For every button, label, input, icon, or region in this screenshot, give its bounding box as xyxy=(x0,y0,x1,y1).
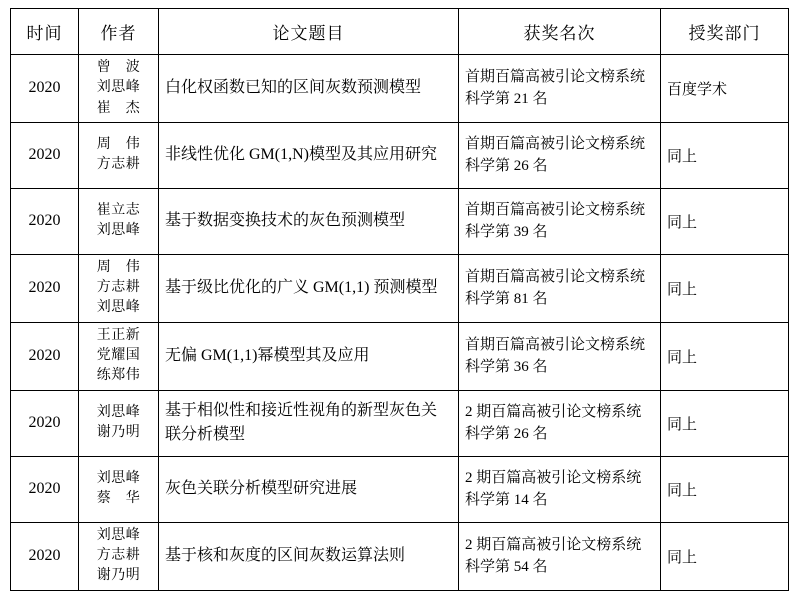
cell-authors xyxy=(79,390,159,456)
cell-rank: 2 期百篇高被引论文榜系统科学第 14 名 xyxy=(459,456,661,522)
award-table xyxy=(10,8,789,591)
cell-title: 白化权函数已知的区间灰数预测模型 xyxy=(159,55,459,123)
cell-year: 2020 xyxy=(11,122,79,188)
cell-authors xyxy=(79,122,159,188)
cell-year: 2020 xyxy=(11,390,79,456)
column-header-author: 作者 xyxy=(79,9,159,55)
table-header-row xyxy=(11,9,789,55)
author-line: 刘思峰 xyxy=(96,80,141,96)
cell-department: 同上 xyxy=(661,522,789,590)
cell-authors xyxy=(79,254,159,322)
author-line: 刘思峰 xyxy=(96,223,141,239)
author-line: 谢乃明 xyxy=(96,425,141,441)
cell-rank: 首期百篇高被引论文榜系统科学第 36 名 xyxy=(459,322,661,390)
author-line: 方志耕 xyxy=(96,280,141,296)
author-line: 周 伟 xyxy=(96,137,141,153)
column-header-paper-title: 论文题目 xyxy=(159,9,459,55)
table-row xyxy=(11,322,789,390)
cell-year: 2020 xyxy=(11,456,79,522)
cell-title: 无偏 GM(1,1)幂模型其及应用 xyxy=(159,322,459,390)
author-line: 方志耕 xyxy=(96,157,141,173)
cell-year: 2020 xyxy=(11,522,79,590)
author-line: 曾 波 xyxy=(96,60,141,75)
table-row xyxy=(11,55,789,123)
table-row xyxy=(11,522,789,590)
table-row xyxy=(11,254,789,322)
cell-department: 同上 xyxy=(661,322,789,390)
author-line: 党耀国 xyxy=(96,348,141,364)
cell-year: 2020 xyxy=(11,322,79,390)
table-row xyxy=(11,122,789,188)
cell-year: 2020 xyxy=(11,254,79,322)
cell-department: 同上 xyxy=(661,122,789,188)
table-body xyxy=(11,55,789,591)
author-line: 蔡 华 xyxy=(96,491,141,507)
author-line: 方志耕 xyxy=(96,547,141,563)
table-row xyxy=(11,456,789,522)
cell-department: 同上 xyxy=(661,254,789,322)
author-line: 谢乃明 xyxy=(96,568,141,584)
cell-department: 同上 xyxy=(661,188,789,254)
cell-rank: 首期百篇高被引论文榜系统科学第 39 名 xyxy=(459,188,661,254)
cell-authors xyxy=(79,456,159,522)
cell-rank: 2 期百篇高被引论文榜系统科学第 54 名 xyxy=(459,522,661,590)
author-line: 王正新 xyxy=(96,327,141,343)
cell-rank: 2 期百篇高被引论文榜系统科学第 26 名 xyxy=(459,390,661,456)
cell-authors xyxy=(79,55,159,123)
author-line: 刘思峰 xyxy=(96,527,141,543)
author-line: 崔 杰 xyxy=(96,100,141,116)
table-row xyxy=(11,188,789,254)
cell-year: 2020 xyxy=(11,55,79,123)
author-line: 崔立志 xyxy=(96,203,141,219)
cell-department: 同上 xyxy=(661,456,789,522)
cell-year: 2020 xyxy=(11,188,79,254)
cell-department: 百度学术 xyxy=(661,55,789,123)
column-header-award-rank: 获奖名次 xyxy=(459,9,661,55)
cell-title: 基于核和灰度的区间灰数运算法则 xyxy=(159,522,459,590)
author-line: 刘思峰 xyxy=(96,300,141,316)
table-header xyxy=(11,9,789,55)
cell-rank: 首期百篇高被引论文榜系统科学第 21 名 xyxy=(459,55,661,123)
cell-rank: 首期百篇高被引论文榜系统科学第 26 名 xyxy=(459,122,661,188)
cell-department: 同上 xyxy=(661,390,789,456)
author-line: 刘思峰 xyxy=(96,404,141,420)
column-header-awarding-department: 授奖部门 xyxy=(661,9,789,55)
cell-title: 基于级比优化的广义 GM(1,1) 预测模型 xyxy=(159,254,459,322)
author-line: 刘思峰 xyxy=(96,470,141,486)
cell-authors xyxy=(79,188,159,254)
cell-authors xyxy=(79,322,159,390)
cell-authors xyxy=(79,522,159,590)
table-row xyxy=(11,390,789,456)
cell-title: 灰色关联分析模型研究进展 xyxy=(159,456,459,522)
cell-title: 基于相似性和接近性视角的新型灰色关联分析模型 xyxy=(159,390,459,456)
author-line: 练郑伟 xyxy=(96,368,141,384)
column-header-time: 时间 xyxy=(11,9,79,55)
author-line: 周 伟 xyxy=(96,259,141,275)
cell-rank: 首期百篇高被引论文榜系统科学第 81 名 xyxy=(459,254,661,322)
cell-title: 基于数据变换技术的灰色预测模型 xyxy=(159,188,459,254)
cell-title: 非线性优化 GM(1,N)模型及其应用研究 xyxy=(159,122,459,188)
